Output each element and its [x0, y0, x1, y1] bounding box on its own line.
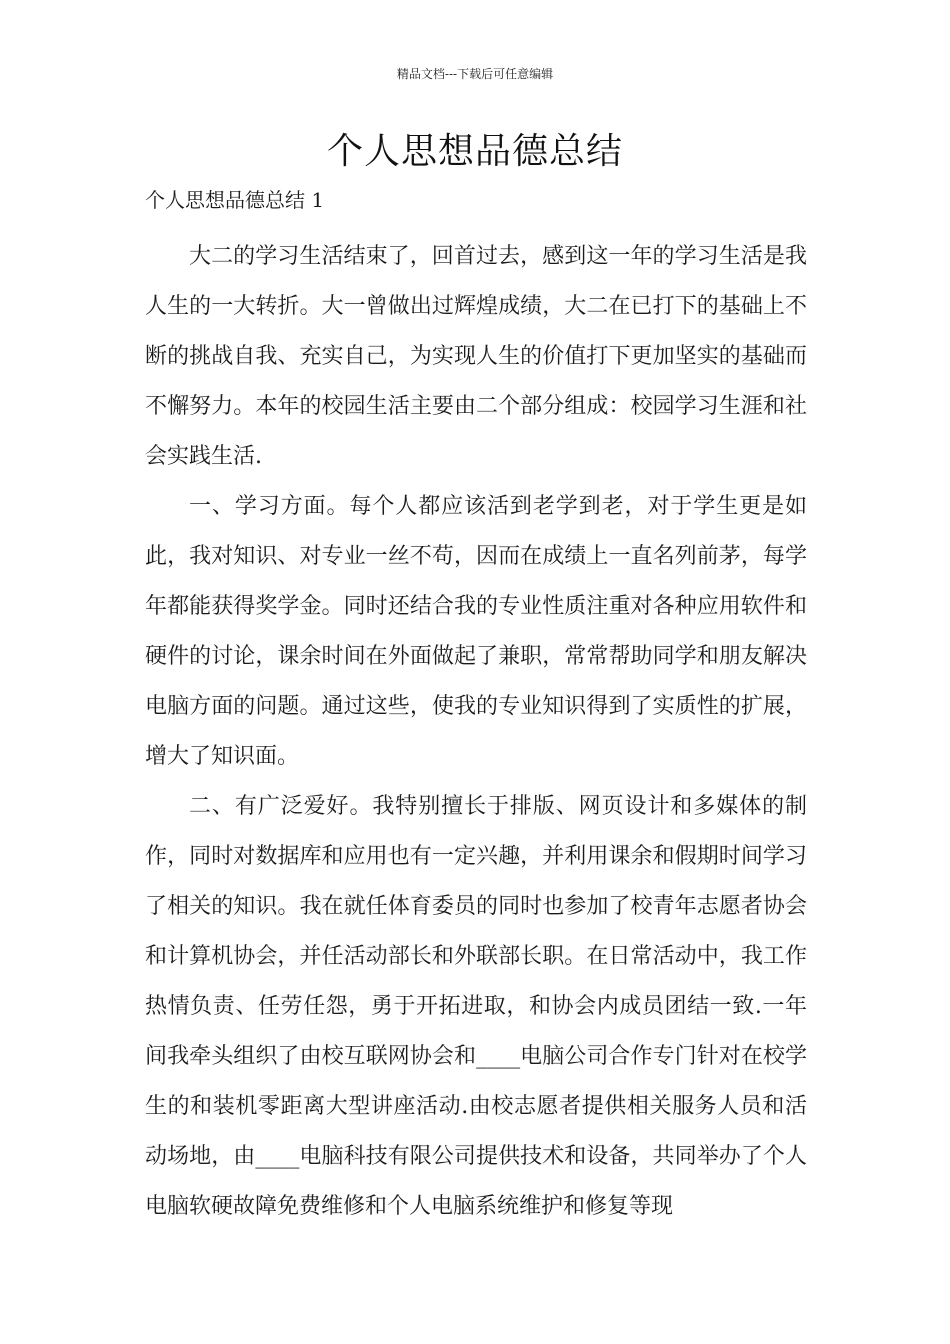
paragraph-intro: 大二的学习生活结束了，回首过去，感到这一年的学习生活是我人生的一大转折。大一曾做出过辉煌成绩，大二在已打下的基础上不断的挑战自我、充实自己，为实现人生的价值打下更加坚实的基础而不懈努力。本年的校园生活主要由二个部分组成：校园学习生涯和社会实践生活.	[145, 244, 807, 469]
page-header-note: 精品文档---下载后可任意编辑	[396, 67, 554, 81]
section-heading: 个人思想品德总结 1	[145, 188, 325, 212]
document-title: 个人思想品德总结	[326, 131, 623, 172]
paragraph-hobbies: 二、有广泛爱好。我特别擅长于排版、网页设计和多媒体的制作，同时对数据库和应用也有一定兴趣，并利用课余和假期时间学习了相关的知识。我在就任体育委员的同时也参加了校青年志愿者协会和计算机协会，并任活动部长和外联部长职。在日常活动中，我工作热情负责、任劳任怨，勇于开拓进取，和协会内成员团结一致.一年间我牵头组织了由校互联网协会和____电脑公司合作专门针对在校学生的和装机零距离大型讲座活动.由校志愿者提供相关服务人员和活动场地，由____电脑科技有限公司提供技术和设备，共同举办了个人电脑软硬故障免费维修和个人电脑系统维护和修复等现	[145, 794, 807, 1219]
paragraph-study: 一、学习方面。每个人都应该活到老学到老，对于学生更是如此，我对知识、对专业一丝不苟，因而在成绩上一直名列前茅，每学年都能获得奖学金。同时还结合我的专业性质注重对各种应用软件和硬件的讨论，课余时间在外面做起了兼职，常常帮助同学和朋友解决电脑方面的问题。通过这些，使我的专业知识得到了实质性的扩展，增大了知识面。	[145, 494, 807, 769]
document-body	[145, 232, 807, 1232]
